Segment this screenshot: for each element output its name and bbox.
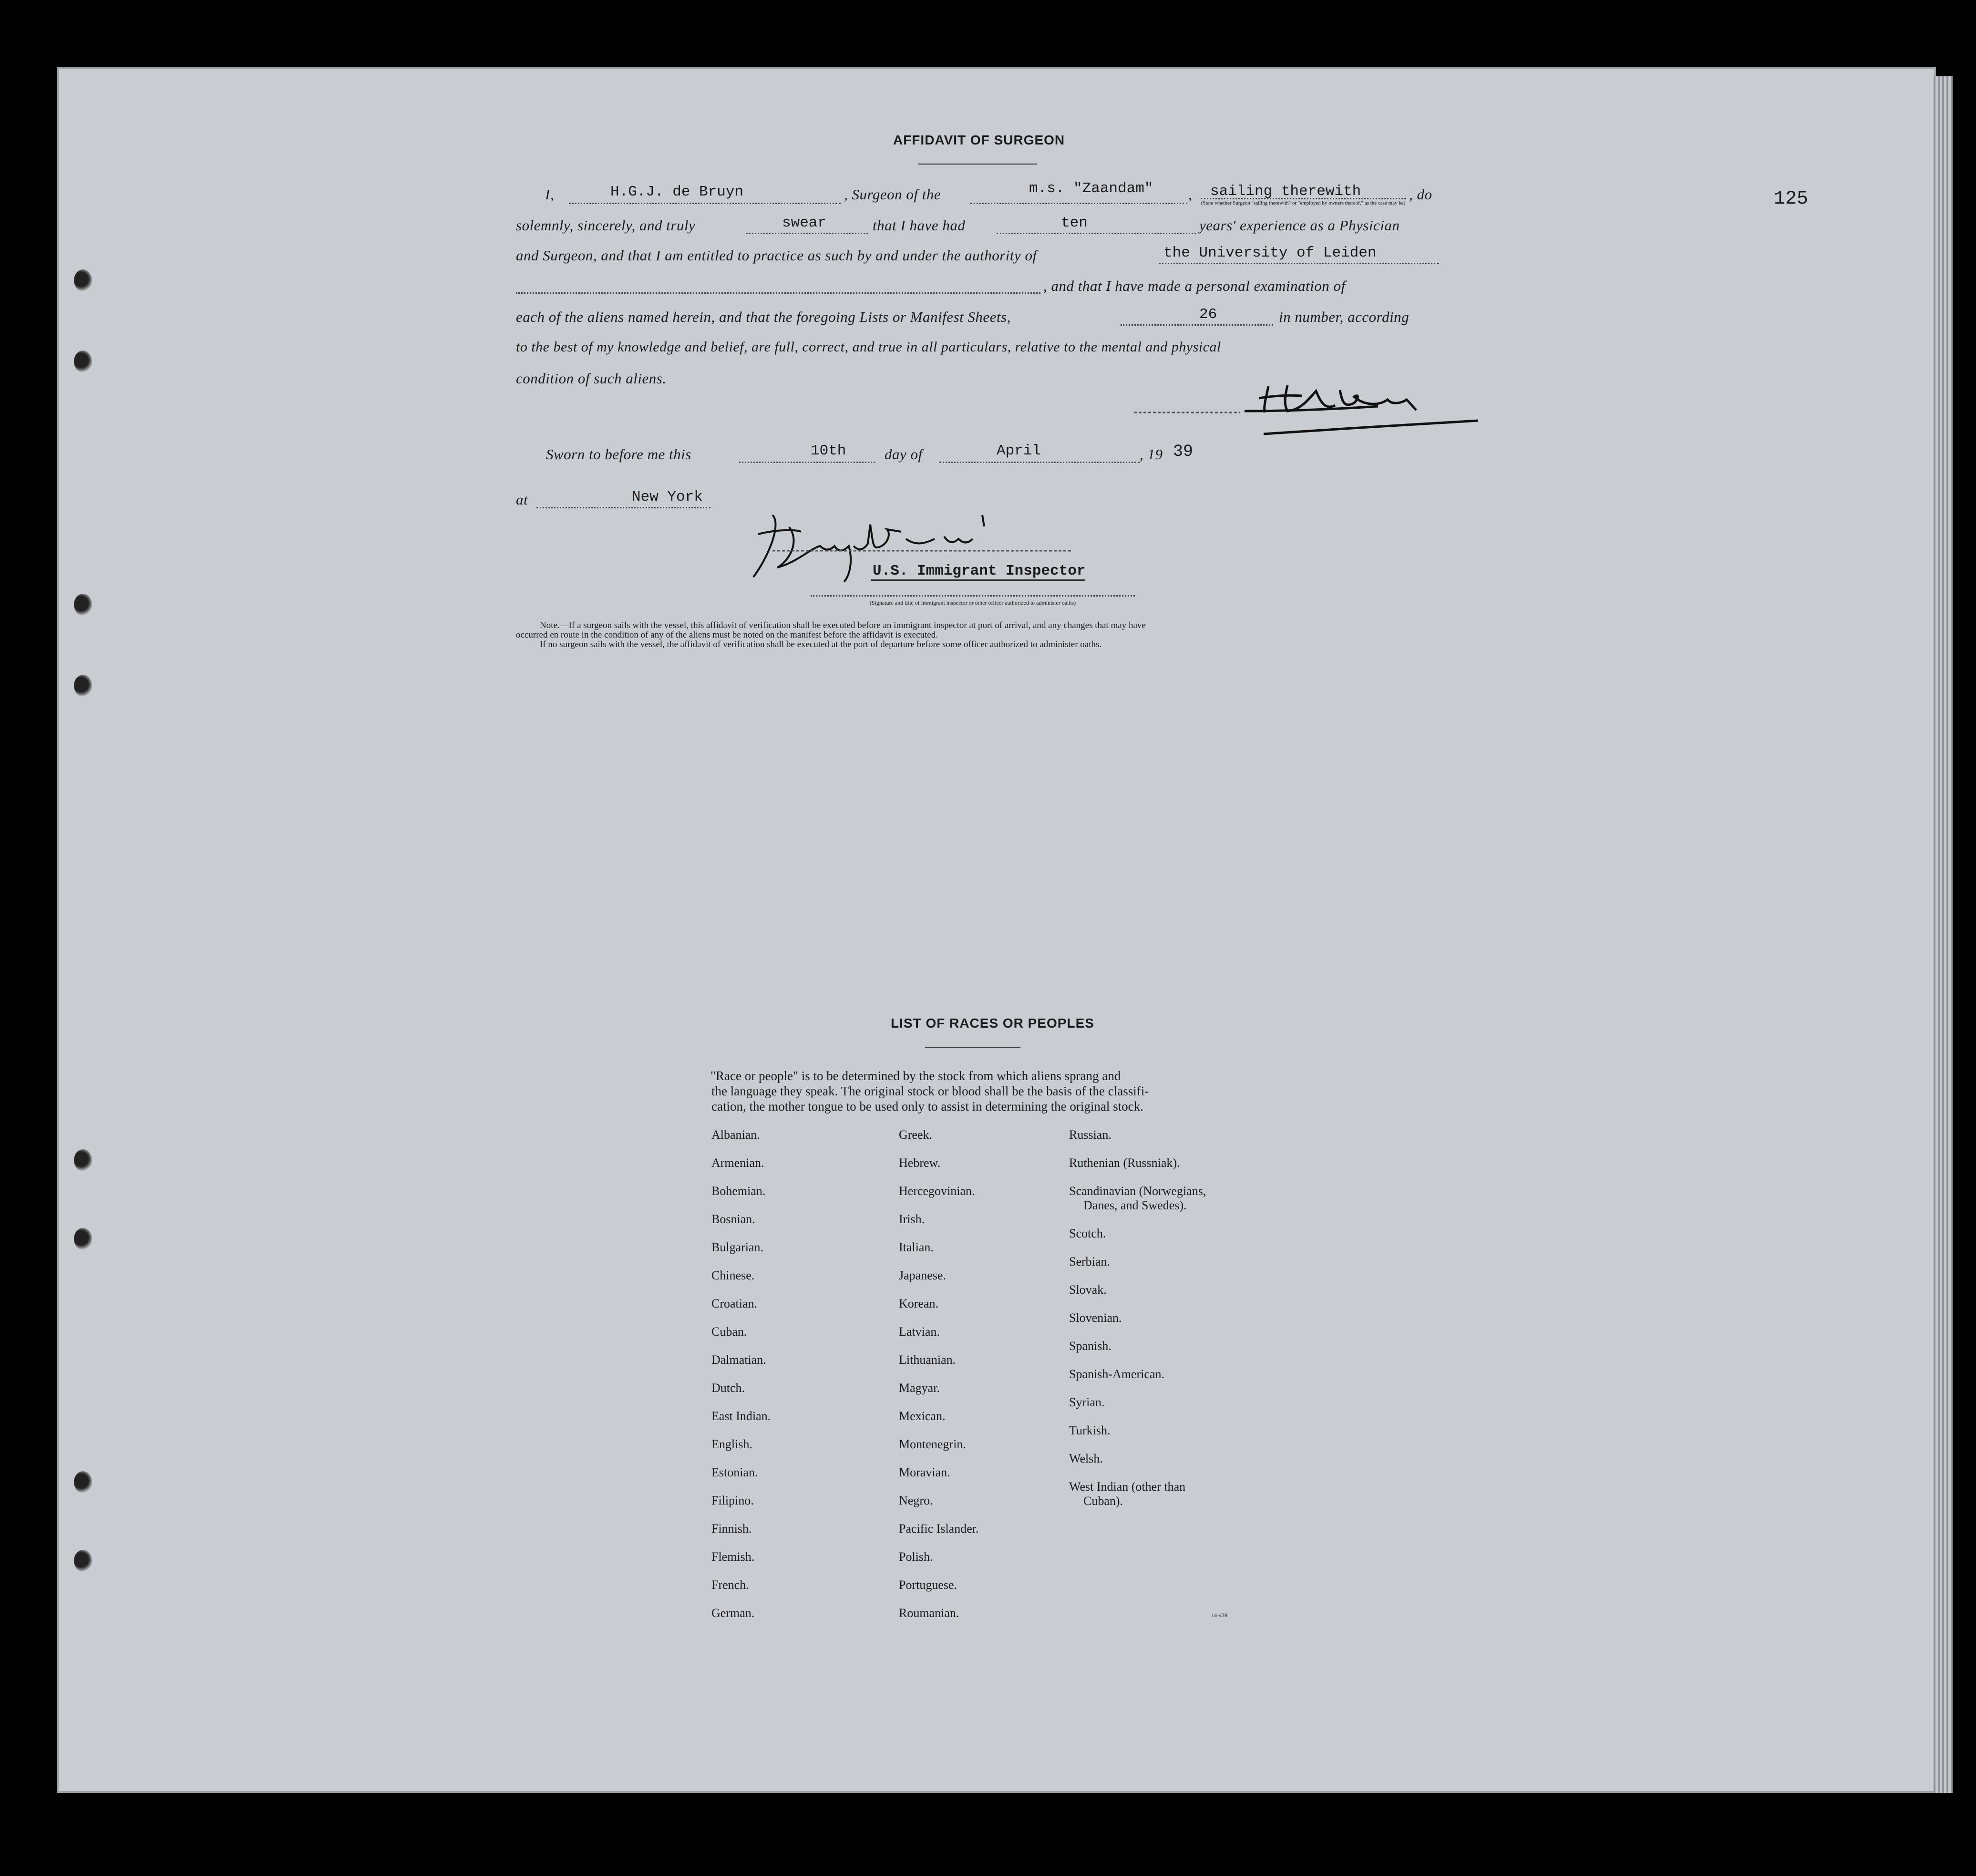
authority-blank-2	[516, 292, 1040, 294]
text: solemnly, sincerely, and truly	[516, 217, 696, 234]
note-line-3: If no surgeon sails with the vessel, the affidavit of verification shall be executed at the port of departure before some officer authorized to administer oaths.	[540, 639, 1102, 649]
races-intro-3: cation, the mother tongue to be used only to assist in determining the original stock.	[711, 1099, 1143, 1113]
binder-hole	[74, 1228, 92, 1250]
race-item: Bosnian.	[711, 1212, 755, 1226]
race-item: Turkish.	[1069, 1423, 1111, 1437]
race-item: Cuban).	[1083, 1494, 1123, 1508]
race-item: Portuguese.	[899, 1578, 957, 1592]
oath-blank	[746, 233, 868, 234]
inspector-caption: (Signature and title of immigrant inspector or other officer authorized to administer oaths)	[869, 599, 1076, 606]
race-item: Bulgarian.	[711, 1240, 764, 1254]
race-item: Korean.	[899, 1297, 939, 1310]
sheets-value: 26	[1199, 306, 1217, 323]
races-title-rule	[925, 1047, 1020, 1048]
race-item: Albanian.	[711, 1128, 760, 1142]
race-item: Negro.	[899, 1494, 933, 1507]
place-blank	[536, 507, 710, 508]
text: , do	[1409, 186, 1432, 203]
text: each of the aliens named herein, and that the foregoing Lists or Manifest Sheets,	[516, 309, 1011, 325]
race-item: Italian.	[899, 1240, 934, 1254]
inspector-blank	[811, 595, 1135, 597]
race-item: Magyar.	[899, 1381, 940, 1395]
text: ,	[1188, 186, 1193, 203]
race-item: Scotch.	[1069, 1227, 1106, 1240]
race-item: Flemish.	[711, 1550, 755, 1564]
binder-hole	[74, 675, 92, 697]
text: to the best of my knowledge and belief, are full, correct, and true in all particulars, relative to the mental and physical	[516, 339, 1221, 355]
years-value: ten	[1061, 215, 1088, 231]
page-number: 125	[1774, 188, 1809, 210]
text: and Surgeon, and that I am entitled to practice as such by and under the authority of	[516, 247, 1037, 264]
race-item: Cuban.	[711, 1325, 747, 1339]
authority-blank	[1159, 263, 1439, 264]
binder-hole	[74, 594, 92, 616]
text: , 19	[1140, 446, 1163, 463]
binder-hole	[74, 350, 92, 372]
race-item: Irish.	[899, 1212, 925, 1226]
note-line-1: Note.—If a surgeon sails with the vessel, this affidavit of verification shall be executed before an immigrant inspector at port of arrival, and any changes that may have	[540, 620, 1146, 630]
race-item: Moravian.	[899, 1465, 950, 1479]
text: in number, according	[1279, 309, 1410, 325]
authority-value: the University of Leiden	[1163, 245, 1377, 261]
race-item: Finnish.	[711, 1522, 752, 1536]
race-item: Ruthenian (Russniak).	[1069, 1156, 1180, 1170]
race-item: Hercegovinian.	[899, 1184, 975, 1198]
race-item: Danes, and Swedes).	[1083, 1198, 1187, 1212]
race-item: Latvian.	[899, 1325, 940, 1339]
name-blank	[569, 203, 841, 204]
race-item: Slovenian.	[1069, 1311, 1122, 1325]
vessel-blank	[970, 203, 1187, 204]
sailing-note: (State whether Surgeon "sailing therewith" or "employed by owners thereof," as the case may be)	[1201, 200, 1406, 206]
race-item: Russian.	[1069, 1128, 1112, 1142]
affidavit-title: AFFIDAVIT OF SURGEON	[893, 133, 1065, 147]
title-rule	[918, 164, 1037, 165]
sworn-year: 39	[1173, 442, 1194, 461]
oath-value: swear	[782, 215, 827, 231]
day-blank	[739, 462, 875, 463]
years-blank	[997, 233, 1196, 234]
race-item: Croatian.	[711, 1297, 758, 1310]
binder-hole	[74, 1149, 92, 1171]
binder-hole	[74, 1550, 92, 1572]
race-item: Roumanian.	[899, 1606, 959, 1620]
sworn-month: April	[997, 443, 1041, 459]
race-item: Hebrew.	[899, 1156, 941, 1170]
binder-hole	[74, 1471, 92, 1493]
binder-hole	[74, 269, 92, 291]
race-item: Pacific Islander.	[899, 1522, 979, 1536]
text: I,	[545, 186, 555, 203]
races-title: LIST OF RACES OR PEOPLES	[891, 1016, 1094, 1031]
form-number: 14-439	[1211, 1612, 1227, 1618]
race-item: Estonian.	[711, 1465, 758, 1479]
race-item: Spanish-American.	[1069, 1367, 1165, 1381]
race-item: German.	[711, 1606, 755, 1620]
race-item: Dutch.	[711, 1381, 745, 1395]
race-item: Slovak.	[1069, 1283, 1107, 1297]
month-blank	[939, 462, 1140, 463]
race-item: Japanese.	[899, 1268, 946, 1282]
document-page	[57, 67, 1936, 1793]
surgeon-signature	[1130, 377, 1483, 443]
race-item: Serbian.	[1069, 1255, 1110, 1268]
text: at	[516, 491, 528, 508]
race-item: Spanish.	[1069, 1339, 1112, 1353]
race-item: Montenegrin.	[899, 1437, 966, 1451]
text: , Surgeon of the	[844, 186, 941, 203]
text: that I have had	[873, 217, 966, 234]
race-item: French.	[711, 1578, 749, 1592]
race-item: Chinese.	[711, 1268, 755, 1282]
race-item: Polish.	[899, 1550, 933, 1564]
race-item: Filipino.	[711, 1494, 754, 1507]
text: condition of such aliens.	[516, 370, 667, 387]
race-item: Bohemian.	[711, 1184, 766, 1198]
race-item: English.	[711, 1437, 752, 1451]
text: Sworn to before me this	[546, 446, 691, 463]
race-item: Dalmatian.	[711, 1353, 766, 1367]
race-item: Welsh.	[1069, 1452, 1103, 1465]
text: , and that I have made a personal examination of	[1043, 278, 1346, 294]
races-intro-1: "Race or people" is to be determined by the stock from which aliens sprang and	[710, 1069, 1121, 1083]
race-item: East Indian.	[711, 1409, 771, 1423]
race-item: West Indian (other than	[1069, 1480, 1186, 1494]
race-item: Armenian.	[711, 1156, 764, 1170]
race-item: Greek.	[899, 1128, 933, 1142]
sworn-place: New York	[632, 489, 703, 505]
race-item: Lithuanian.	[899, 1353, 956, 1367]
inspector-title: U.S. Immigrant Inspector	[873, 563, 1086, 579]
race-item: Scandinavian (Norwegians,	[1069, 1184, 1206, 1198]
vessel-name: m.s. "Zaandam"	[1029, 180, 1153, 197]
inspector-rule	[871, 579, 1085, 581]
sworn-day: 10th	[811, 443, 846, 459]
text: years' experience as a Physician	[1199, 217, 1400, 234]
surgeon-name: H.G.J. de Bruyn	[610, 184, 744, 200]
text: day of	[885, 446, 923, 463]
page-stack-edge	[1934, 76, 1953, 1793]
sheets-blank	[1121, 324, 1273, 326]
races-intro-2: the language they speak. The original stock or blood shall be the basis of the classifi-	[711, 1084, 1149, 1098]
race-item: Mexican.	[899, 1409, 946, 1423]
race-item: Syrian.	[1069, 1395, 1105, 1409]
sailing-status: sailing therewith	[1210, 183, 1361, 200]
note-line-2: occurred en route in the condition of any of the aliens must be noted on the manifest before the affidavit is executed.	[516, 630, 938, 640]
